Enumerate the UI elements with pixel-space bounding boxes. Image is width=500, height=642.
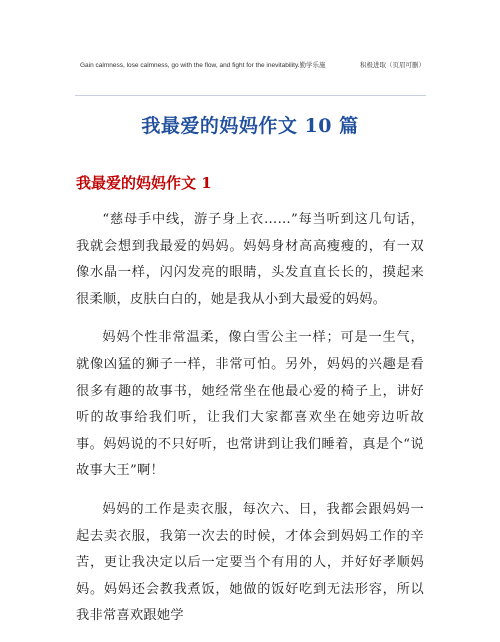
header-divider — [75, 95, 426, 96]
header-motto: Gain calmness, lose calmness, go with the flow, and fight for the inevitability.勤学乐施 — [80, 62, 326, 69]
paragraph: 妈妈的工作是卖衣服，每次六、日，我都会跟妈妈一起去卖衣服，我第一次去的时候，才体会到妈妈工作的辛苦，更让我决定以后一定要当个有用的人，并好好孝顺妈妈。妈妈还会教我煮饭，她做的饭好吃到无法形容，所以我非常喜欢跟她学 — [76, 501, 424, 624]
page-header — [80, 61, 425, 71]
document-title: 我最爱的妈妈作文 10 篇 — [141, 115, 359, 137]
document-body — [76, 207, 424, 642]
paragraph: 妈妈个性非常温柔，像白雪公主一样；可是一生气，就像凶猛的狮子一样，非常可怕。另外，妈妈的兴趣是看很多有趣的故事书，她经常坐在他最心爱的椅子上，讲好听的故事给我们听，让我们大家都喜欢坐在她旁边听故事。妈妈说的不只好听，也常讲到让我们睡着，真是个“说故事大王”啊！ — [76, 330, 424, 479]
paragraph: “慈母手中线，游子身上衣……”每当听到这几句话，我就会想到我最爱的妈妈。妈妈身材高高瘦瘦的，有一双像水晶一样，闪闪发亮的眼睛，头发直直长长的，摸起来很柔顺，皮肤白白的，她是我从小到大最爱的妈妈。 — [76, 212, 424, 307]
header-note: 积极进取（页眉可删） — [360, 62, 425, 69]
section-title: 我最爱的妈妈作文 1 — [76, 174, 212, 192]
